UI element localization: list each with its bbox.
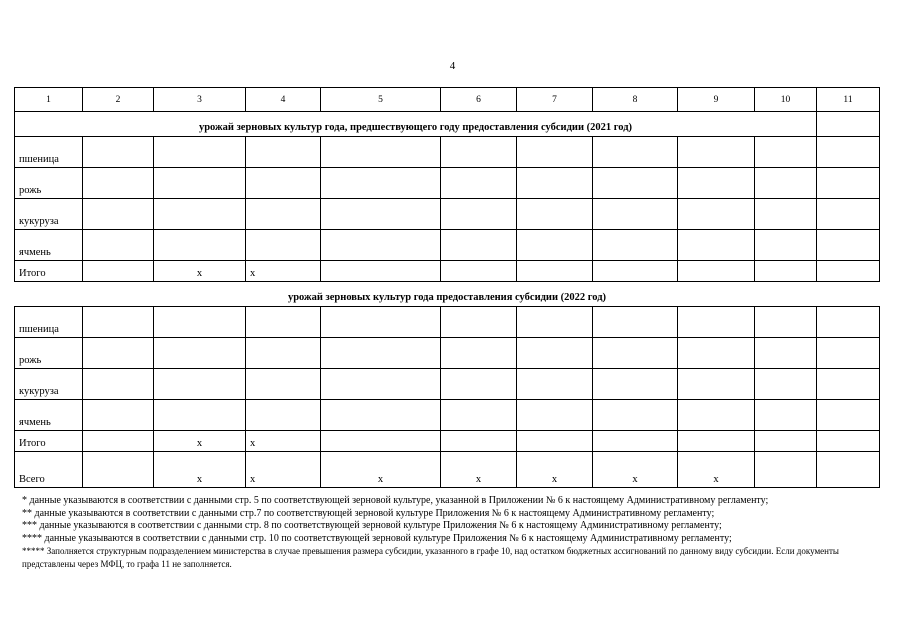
table-cell	[321, 199, 441, 230]
table-cell	[678, 400, 755, 431]
table-cell	[678, 199, 755, 230]
table-cell	[154, 307, 246, 338]
crop-label: рожь	[15, 168, 83, 199]
grain-harvest-table	[14, 87, 880, 488]
table-row	[15, 307, 880, 338]
table-cell	[441, 199, 517, 230]
table-cell	[755, 199, 817, 230]
crop-label: ячмень	[15, 230, 83, 261]
table-cell	[678, 307, 755, 338]
grand-total-label: Всего	[15, 452, 83, 488]
section-title: урожай зерновых культур года, предшествующего году предоставления субсидии (2021 год)	[15, 112, 817, 137]
column-header: 6	[441, 88, 517, 112]
table-cell	[154, 137, 246, 168]
table-cell	[83, 338, 154, 369]
table-cell	[83, 400, 154, 431]
table-cell	[321, 168, 441, 199]
table-cell	[817, 137, 880, 168]
not-applicable-mark: x	[441, 452, 517, 488]
table-row	[15, 230, 880, 261]
footnote: ** данные указываются в соответствии с данными стр.7 по соответствующей зерновой культуре Приложения № 6 к настоящему Административному регламенту;	[22, 507, 715, 519]
table-cell	[678, 168, 755, 199]
footnote: **** данные указываются в соответствии с данными стр. 10 по соответствующей зерновой культуре Приложения № 6 к настоящему Административному регламенту;	[22, 532, 732, 544]
table-cell	[246, 199, 321, 230]
table-cell	[83, 137, 154, 168]
table-cell	[321, 230, 441, 261]
table-cell	[755, 230, 817, 261]
table-cell	[321, 338, 441, 369]
table-cell	[441, 400, 517, 431]
table-cell	[321, 307, 441, 338]
table-row	[15, 168, 880, 199]
table-cell	[441, 369, 517, 400]
not-applicable-mark: x	[517, 452, 593, 488]
column-header: 11	[817, 88, 880, 112]
table-cell	[321, 261, 441, 282]
table-cell	[593, 369, 678, 400]
table-cell	[441, 261, 517, 282]
table-cell	[593, 431, 678, 452]
table-cell	[83, 230, 154, 261]
grand-total-row	[15, 452, 880, 488]
table-cell	[246, 168, 321, 199]
column-header: 9	[678, 88, 755, 112]
table-cell	[593, 400, 678, 431]
table-cell	[593, 230, 678, 261]
table-cell	[678, 261, 755, 282]
table-cell	[755, 452, 817, 488]
column-header: 8	[593, 88, 678, 112]
table-cell	[517, 307, 593, 338]
table-cell	[246, 369, 321, 400]
table-cell	[246, 338, 321, 369]
table-cell	[817, 431, 880, 452]
table-row	[15, 400, 880, 431]
column-header: 4	[246, 88, 321, 112]
table-cell	[593, 199, 678, 230]
table-cell	[517, 261, 593, 282]
table-cell	[517, 431, 593, 452]
table-cell	[678, 369, 755, 400]
table-cell	[441, 431, 517, 452]
table-cell	[755, 168, 817, 199]
table-cell	[83, 307, 154, 338]
not-applicable-mark: x	[154, 261, 246, 282]
total-row	[15, 431, 880, 452]
not-applicable-mark: x	[246, 261, 321, 282]
table-cell	[755, 137, 817, 168]
table-cell	[83, 452, 154, 488]
table-cell	[321, 137, 441, 168]
table-cell	[755, 369, 817, 400]
table-cell	[83, 431, 154, 452]
table-cell	[517, 369, 593, 400]
table-cell	[593, 137, 678, 168]
table-cell	[678, 431, 755, 452]
page-number: 4	[449, 60, 456, 72]
table-cell	[83, 369, 154, 400]
table-row	[15, 338, 880, 369]
table-cell	[517, 338, 593, 369]
column-header: 2	[83, 88, 154, 112]
table-cell	[83, 168, 154, 199]
not-applicable-mark: x	[246, 431, 321, 452]
table-cell	[593, 261, 678, 282]
table-cell	[83, 261, 154, 282]
not-applicable-mark: x	[154, 431, 246, 452]
table-cell	[246, 307, 321, 338]
column-header: 5	[321, 88, 441, 112]
table-cell	[246, 230, 321, 261]
total-row	[15, 261, 880, 282]
column-header: 1	[15, 88, 83, 112]
footnotes	[22, 495, 877, 570]
total-label: Итого	[15, 431, 83, 452]
table-cell	[441, 137, 517, 168]
table-row	[15, 137, 880, 168]
table-cell	[817, 452, 880, 488]
column-header: 3	[154, 88, 246, 112]
table-cell	[246, 137, 321, 168]
table-cell	[321, 400, 441, 431]
table-cell	[678, 137, 755, 168]
table-cell	[817, 338, 880, 369]
table-cell	[817, 400, 880, 431]
table-cell	[817, 199, 880, 230]
section-title-row	[15, 282, 880, 307]
table-cell	[441, 338, 517, 369]
section-title-row	[15, 112, 880, 137]
footnote: *** данные указываются в соответствии с данными стр. 8 по соответствующей зерновой культуре Приложения № 6 к настоящему Административному регламенту;	[22, 520, 722, 532]
table-cell	[593, 338, 678, 369]
table-cell	[246, 400, 321, 431]
table-cell	[517, 230, 593, 261]
table-cell	[755, 261, 817, 282]
table-cell	[441, 307, 517, 338]
crop-label: пшеница	[15, 307, 83, 338]
table-cell	[755, 400, 817, 431]
table-cell	[593, 168, 678, 199]
column-header: 7	[517, 88, 593, 112]
table-cell	[755, 338, 817, 369]
table-cell	[678, 338, 755, 369]
table-cell	[441, 230, 517, 261]
not-applicable-mark: x	[678, 452, 755, 488]
total-label: Итого	[15, 261, 83, 282]
column-number-row	[15, 88, 880, 112]
table-cell	[517, 137, 593, 168]
table-cell	[755, 307, 817, 338]
table-cell	[817, 112, 880, 137]
crop-label: кукуруза	[15, 199, 83, 230]
not-applicable-mark: x	[154, 452, 246, 488]
table-cell	[154, 338, 246, 369]
table-cell	[441, 168, 517, 199]
table-cell	[517, 199, 593, 230]
table-cell	[154, 400, 246, 431]
column-header: 10	[755, 88, 817, 112]
crop-label: рожь	[15, 338, 83, 369]
table-cell	[154, 369, 246, 400]
section-title: урожай зерновых культур года предоставления субсидии (2022 год)	[15, 282, 880, 307]
table-cell	[593, 307, 678, 338]
table-row	[15, 199, 880, 230]
table-cell	[154, 168, 246, 199]
table-cell	[321, 369, 441, 400]
table-cell	[817, 261, 880, 282]
table-cell	[154, 199, 246, 230]
crop-label: пшеница	[15, 137, 83, 168]
table-cell	[817, 369, 880, 400]
table-cell	[83, 199, 154, 230]
table-cell	[678, 230, 755, 261]
not-applicable-mark: x	[593, 452, 678, 488]
crop-label: кукуруза	[15, 369, 83, 400]
table-cell	[817, 230, 880, 261]
table-cell	[321, 431, 441, 452]
footnote: * данные указываются в соответствии с данными стр. 5 по соответствующей зерновой культуре, указанной в Приложении № 6 к настоящему Административному регламенту;	[22, 495, 769, 506]
table-cell	[517, 400, 593, 431]
not-applicable-mark: x	[246, 452, 321, 488]
table-row	[15, 369, 880, 400]
footnote: ***** Заполняется структурным подразделением министерства в случае превышения размера субсидии, указанного в графе 10, над остатком бюджетных ассигнований по данному виду субсидии. Если документы представлены через МФЦ, то графа 11 не заполняется.	[22, 546, 839, 569]
table-cell	[755, 431, 817, 452]
table-cell	[154, 230, 246, 261]
table-cell	[517, 168, 593, 199]
table-cell	[817, 307, 880, 338]
crop-label: ячмень	[15, 400, 83, 431]
not-applicable-mark: x	[321, 452, 441, 488]
table-cell	[817, 168, 880, 199]
